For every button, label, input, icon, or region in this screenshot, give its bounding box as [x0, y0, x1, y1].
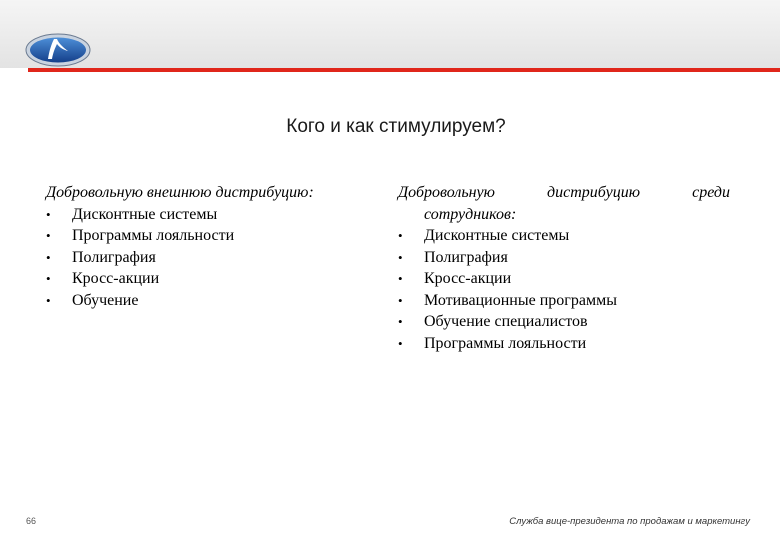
list-item: • Дисконтные системы [46, 204, 366, 226]
bullet-icon: • [46, 292, 51, 308]
bullet-icon: • [398, 314, 403, 329]
list-item: • Дисконтные системы [398, 225, 730, 247]
list-item: • Обучение специалистов [398, 311, 730, 333]
left-column [46, 182, 366, 311]
bullet-icon: • [398, 335, 403, 351]
bullet-icon: • [398, 228, 403, 243]
right-column-heading: Добровольную дистрибуцию среди [398, 184, 730, 201]
bullet-icon: • [46, 228, 51, 243]
list-item: • Программы лояльности [46, 225, 366, 247]
list-item: • Обучение [46, 290, 366, 312]
list-item: • Кросс-акции [398, 268, 730, 290]
list-item: • Кросс-акции [46, 268, 366, 290]
list-item: • Программы лояльности [398, 333, 730, 355]
lada-logo-icon [24, 32, 92, 68]
right-column-heading-continuation: сотрудников: [424, 205, 517, 223]
bullet-icon: • [46, 271, 51, 286]
bullet-icon: • [398, 271, 403, 286]
header-band [0, 0, 780, 68]
slide-title: Кого и как стимулируем? [286, 116, 506, 137]
list-item: • Мотивационные программы [398, 290, 730, 312]
footer-department: Служба вице-президента по продажам и маркетингу [509, 516, 750, 527]
bullet-icon: • [398, 249, 403, 265]
bullet-icon: • [46, 206, 51, 222]
header-accent-line [28, 68, 780, 72]
left-column-heading: Добровольную внешнюю дистрибуцию: [46, 184, 314, 201]
list-item: • Полиграфия [46, 247, 366, 269]
right-column [398, 182, 730, 354]
bullet-icon: • [46, 249, 51, 265]
bullet-icon: • [398, 292, 403, 308]
right-list [398, 225, 730, 354]
left-list [46, 204, 366, 312]
list-item: • Полиграфия [398, 247, 730, 269]
page-number: 66 [26, 516, 37, 526]
